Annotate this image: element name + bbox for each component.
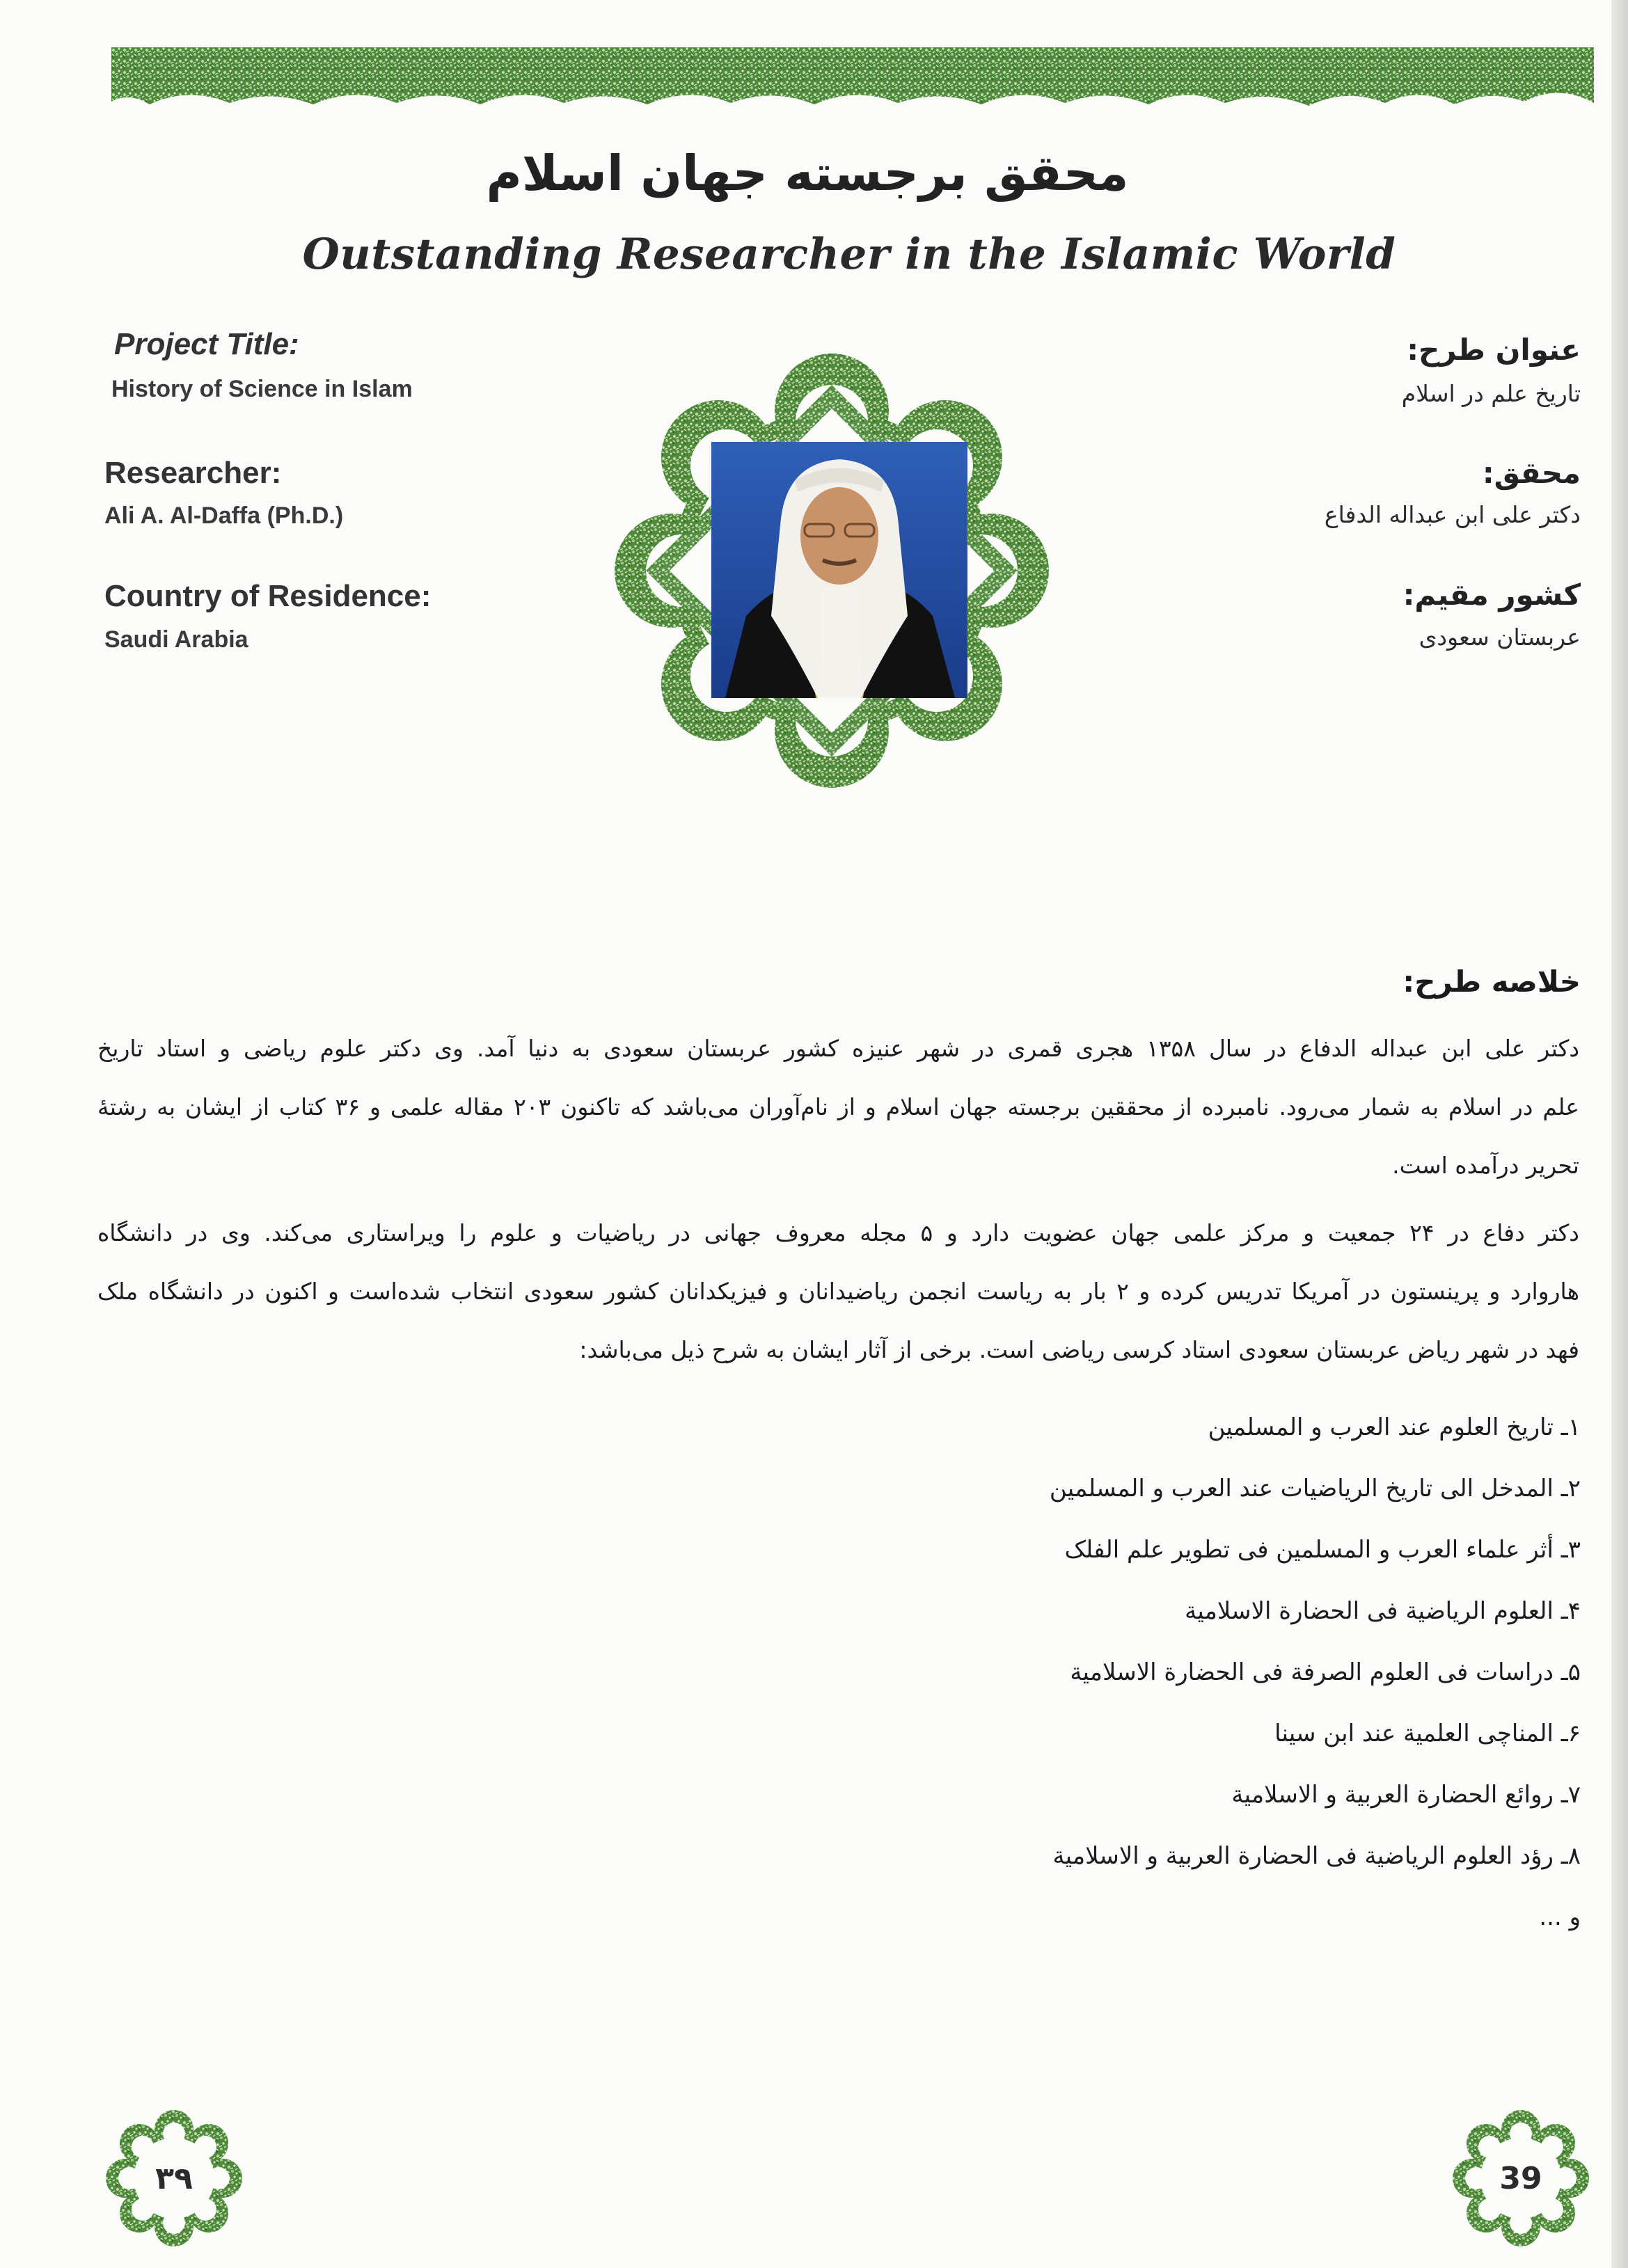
country-value-en: Saudi Arabia bbox=[104, 626, 248, 653]
summary-p1-line-3: تحریر درآمده است. bbox=[1392, 1152, 1579, 1179]
summary-p2-line-3: فهد در شهر ریاض عربستان سعودی استاد کرسی ریاضی است. برخی از آثار ایشان به شرح ذیل می‌باشد: bbox=[579, 1336, 1579, 1363]
works-list-item: و ... bbox=[1539, 1903, 1581, 1931]
summary-p1-line-1: دکتر علی ابن عبداله الدفاع در سال ۱۳۵۸ هجری قمری در شهر عنیزه کشور عربستان سعودی به دنیا آمد. وی دکتر علوم ریاضی و استاد تاریخ bbox=[97, 1035, 1580, 1062]
researcher-label-en: Researcher: bbox=[104, 456, 282, 490]
project-title-value-en: History of Science in Islam bbox=[111, 376, 413, 402]
summary-p2-line-1: دکتر دفاع در ۲۴ جمعیت و مرکز علمی جهان عضویت دارد و ۵ مجله معروف جهانی در ریاضیات و علوم را ویراستاری می‌کند. وی در دانشگاه bbox=[97, 1219, 1579, 1246]
summary-p1-line-2: علم در اسلام به شمار می‌رود. نامبرده از محققین برجسته جهان اسلام و از نام‌آوران می‌باشد که تاکنون ۲۰۳ مقاله علمی و ۳۶ کتاب از ایشان به رشتهٔ bbox=[97, 1093, 1579, 1120]
works-list bbox=[885, 1397, 1581, 1948]
summary-p2-line-2: هاروارد و پرینستون در آمریکا تدریس کرده و ۲ بار به ریاست انجمن ریاضیدانان و فیزیکدانان کشور سعودی انتخاب شده‌است و اکنون در دانشگاه ملک bbox=[97, 1278, 1579, 1305]
works-list-item: ۳ـ أثر علماء العرب و المسلمین فی تطویر علم الفلک bbox=[1064, 1536, 1581, 1564]
page-title-persian: محقق برجسته جهان اسلام bbox=[486, 145, 1129, 202]
project-title-label-fa: عنوان طرح: bbox=[1407, 333, 1581, 367]
works-list-item: ۷ـ روائع الحضارة العربیة و الاسلامیة bbox=[1231, 1781, 1581, 1809]
researcher-value-fa: دکتر علی ابن عبداله الدفاع bbox=[1324, 501, 1581, 528]
works-list-item: ۲ـ المدخل الی تاریخ الریاضیات عند العرب و المسلمین bbox=[1049, 1475, 1581, 1502]
works-list-item: ۱ـ تاریخ العلوم عند العرب و المسلمین bbox=[1208, 1413, 1581, 1441]
page-title-english: Outstanding Researcher in the Islamic World bbox=[302, 230, 1396, 279]
researcher-value-en: Ali A. Al-Daffa (Ph.D.) bbox=[104, 502, 344, 529]
works-list-item: ۵ـ دراسات فی العلوم الصرفة فی الحضارة الاسلامیة bbox=[1070, 1658, 1581, 1686]
summary-paragraph-2 bbox=[97, 1204, 1579, 1379]
researcher-label-fa: محقق: bbox=[1482, 456, 1581, 490]
works-list-item: ۴ـ العلوم الریاضیة فی الحضارة الاسلامیة bbox=[1185, 1597, 1581, 1625]
top-ornament-banner bbox=[111, 47, 1594, 114]
country-label-en: Country of Residence: bbox=[104, 579, 432, 613]
summary-paragraph-1 bbox=[97, 1020, 1579, 1195]
country-label-fa: کشور مقیم: bbox=[1402, 578, 1581, 612]
works-list-item: ۸ـ رؤد العلوم الریاضیة فی الحضارة العربیة و الاسلامیة bbox=[1052, 1842, 1581, 1870]
researcher-portrait-photo bbox=[711, 442, 967, 698]
page-number-right bbox=[1451, 2109, 1590, 2248]
summary-heading: خلاصه طرح: bbox=[1402, 965, 1581, 999]
page-number-text-right: 39 bbox=[1499, 2160, 1542, 2196]
page-number-text-left: ۳۹ bbox=[155, 2160, 193, 2196]
page-edge bbox=[1611, 0, 1628, 2268]
page-number-left bbox=[104, 2109, 244, 2248]
project-title-value-fa: تاریخ علم در اسلام bbox=[1401, 380, 1581, 407]
country-value-fa: عربستان سعودی bbox=[1418, 624, 1581, 651]
works-list-item: ۶ـ المناچی العلمیة عند ابن سینا bbox=[1274, 1720, 1581, 1747]
project-title-label-en: Project Title: bbox=[114, 327, 299, 361]
